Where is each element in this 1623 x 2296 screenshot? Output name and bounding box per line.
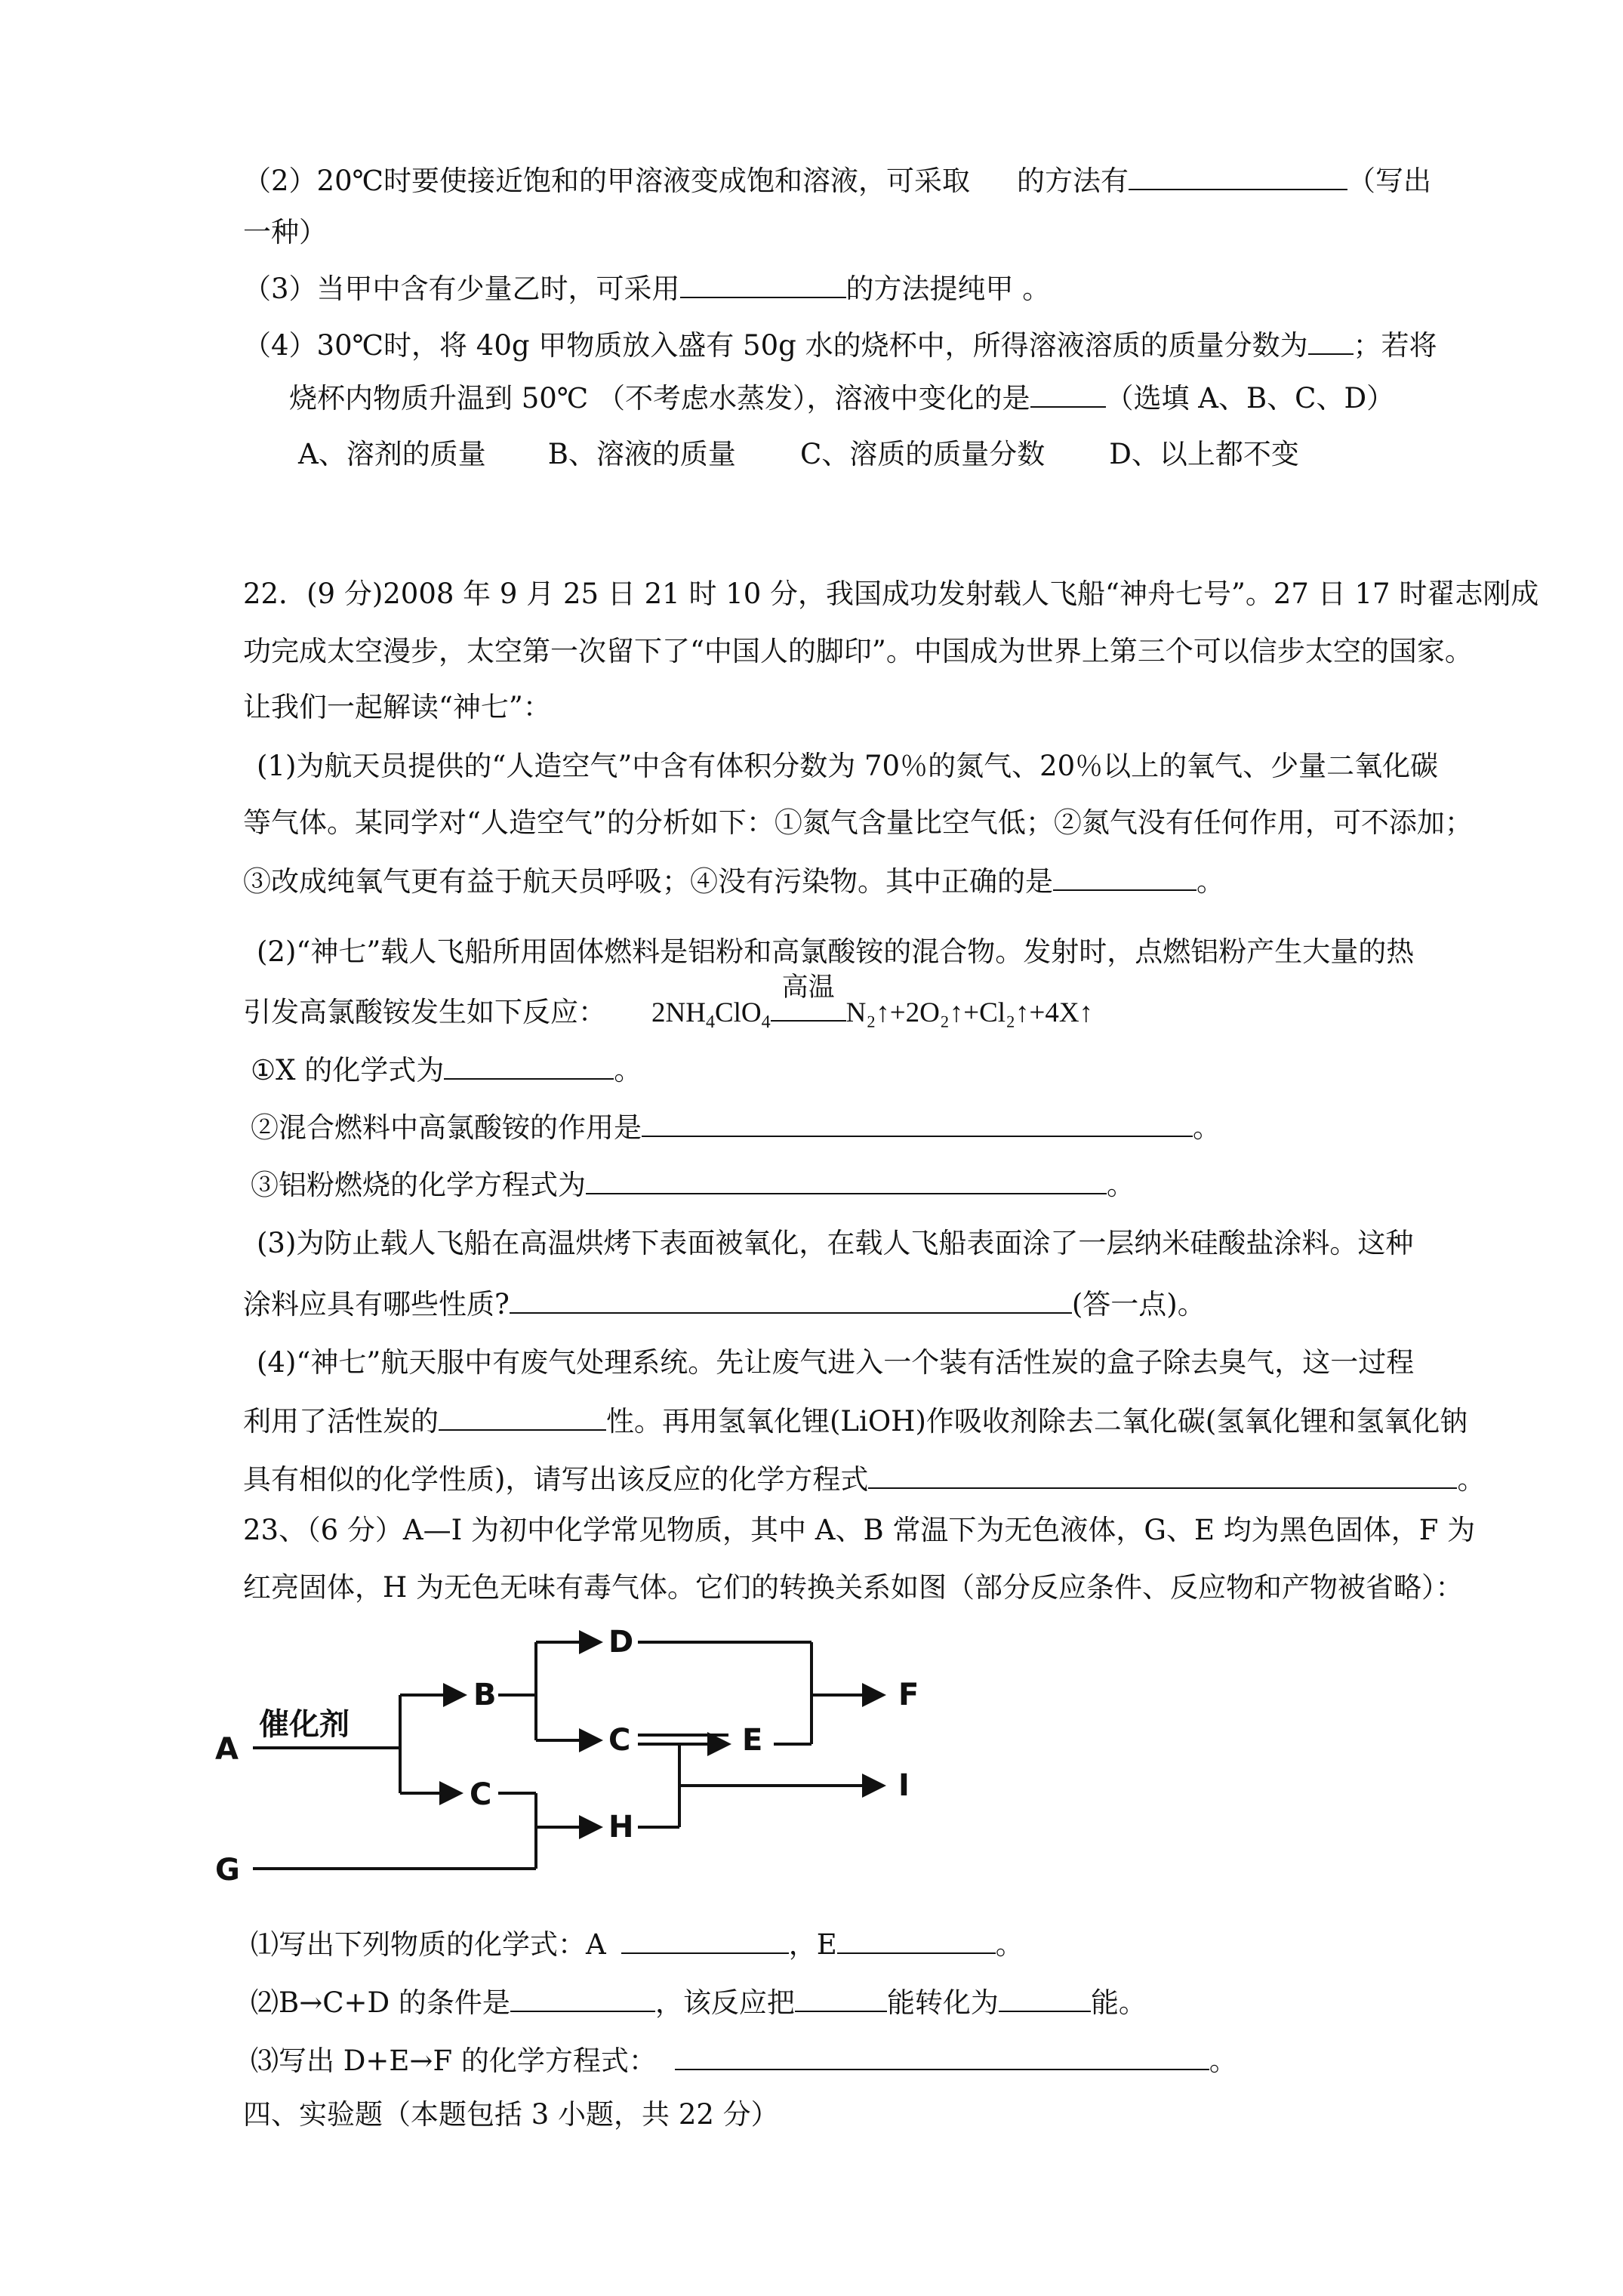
- q23-part3: ⑶写出 D+E→F 的化学方程式： 。: [251, 2040, 1237, 2080]
- q22-s3-line2: 涂料应具有哪些性质? (答一点)。: [243, 1284, 1206, 1324]
- node-c-lower: C: [470, 1777, 492, 1812]
- node-h: H: [608, 1810, 634, 1845]
- q22-s4-line2: 利用了活性炭的 性。再用氢氧化锂(LiOH)作吸收剂除去二氧化碳(氢氧化锂和氢氧化钠: [243, 1401, 1467, 1441]
- q22-intro-line2: 功完成太空漫步，太空第一次留下了“中国人的脚印”。中国成为世界上第三个可以信步太空的国家。: [243, 635, 1473, 667]
- option-c[interactable]: C、溶质的质量分数: [799, 438, 1046, 470]
- q21-part3: （3）当甲中含有少量乙时，可采用 的方法提纯甲 。: [243, 268, 1050, 308]
- option-a[interactable]: A、溶剂的质量: [298, 438, 486, 470]
- q22-s3-line1: (3)为防止载人飞船在高温烘烤下表面被氧化，在载人飞船表面涂了一层纳米硅酸盐涂料。这种: [257, 1227, 1414, 1259]
- q23-intro-line1: 23、（6 分）A—I 为初中化学常见物质，其中 A、B 常温下为无色液体，G、E 均为黑色固体，F 为: [243, 1514, 1476, 1546]
- q22-s2-line1: (2)“神七”载人飞船所用固体燃料是铝粉和高氯酸铵的混合物。发射时，点燃铝粉产生大量的热: [257, 935, 1415, 968]
- q21-part2-line1: （2）20℃时要使接近饱和的甲溶液变成饱和溶液，可采取 的方法有 （写出: [243, 160, 1431, 200]
- catalyst-label: 催化剂: [259, 1707, 350, 1742]
- option-b[interactable]: B、溶液的质量: [547, 438, 736, 470]
- answer-blank[interactable]: [510, 1982, 655, 2012]
- answer-blank[interactable]: [795, 1982, 887, 2012]
- section-4-heading: 四、实验题（本题包括 3 小题，共 22 分）: [243, 2098, 779, 2131]
- q22-s1-line1: (1)为航天员提供的“人造空气”中含有体积分数为 70％的氮气、20％以上的氧气、少量二氧化碳: [257, 750, 1439, 782]
- node-i: I: [898, 1768, 910, 1803]
- reaction-equation: $2NH_4ClO_4$ 高温 N₂↑+2O₂↑+Cl₂↑+4X↑: [651, 972, 1094, 1032]
- node-g: G: [215, 1853, 240, 1888]
- q22-s1-line2: 等气体。某同学对“人造空气”的分析如下：①氮气含量比空气低；②氮气没有任何作用，可不添加；: [243, 806, 1473, 839]
- node-c-upper: C: [608, 1723, 631, 1758]
- q21-part4-line2: 烧杯内物质升温到 50℃ （不考虑水蒸发），溶液中变化的是 （选填 A、B、C、D）: [289, 378, 1394, 418]
- q23-part2: ⑵B→C+D 的条件是 ，该反应把 能转化为 能。: [251, 1982, 1147, 2022]
- q22-intro-line1: 22．(9 分)2008 年 9 月 25 日 21 时 10 分，我国成功发射载人飞船“神舟七号”。27 日 17 时翟志刚成: [243, 578, 1539, 610]
- answer-blank[interactable]: [675, 2040, 1209, 2070]
- q22-s4-line1: (4)“神七”航天服中有废气处理系统。先让废气进入一个装有活性炭的盒子除去臭气，这一过程: [257, 1346, 1415, 1379]
- q21-part4-line1: （4）30℃时，将 40g 甲物质放入盛有 50g 水的烧杯中，所得溶液溶质的质量分数为 ；若将: [243, 325, 1437, 365]
- node-d: D: [608, 1625, 634, 1660]
- q22-s1-line3: ③改成纯氧气更有益于航天员呼吸；④没有污染物。其中正确的是 。: [243, 861, 1224, 901]
- q23-intro-line2: 红亮固体，H 为无色无味有毒气体。它们的转换关系如图（部分反应条件、反应物和产物被省略）：: [243, 1571, 1464, 1604]
- q22-s2-q3: ③铝粉燃烧的化学方程式为 。: [251, 1164, 1135, 1204]
- node-f: F: [898, 1678, 919, 1712]
- q23-part1: ⑴写出下列物质的化学式：A ，E 。: [251, 1924, 1024, 1964]
- reaction-condition: 高温: [771, 994, 846, 1032]
- node-e: E: [742, 1723, 763, 1758]
- answer-blank[interactable]: [999, 1982, 1091, 2012]
- q22-s2-line2: 引发高氯酸铵发生如下反应： $2NH_4ClO_4$ 高温 N₂↑+2O₂↑+Cl₂↑+4X↑: [243, 972, 1094, 1032]
- answer-blank[interactable]: [837, 1924, 996, 1954]
- answer-blank[interactable]: [621, 1924, 789, 1954]
- q22-s4-line3: 具有相似的化学性质)，请写出该反应的化学方程式 。: [243, 1459, 1485, 1499]
- q22-s2-q1: ①X 的化学式为 。: [251, 1049, 642, 1089]
- q22-s2-q2: ②混合燃料中高氯酸铵的作用是 。: [251, 1107, 1221, 1147]
- q21-part2-line2: 一种）: [243, 216, 327, 248]
- node-a: A: [215, 1732, 239, 1767]
- node-b: B: [473, 1678, 497, 1712]
- option-d[interactable]: D、以上都不变: [1109, 438, 1299, 470]
- q22-intro-line3: 让我们一起解读“神七”：: [243, 691, 551, 723]
